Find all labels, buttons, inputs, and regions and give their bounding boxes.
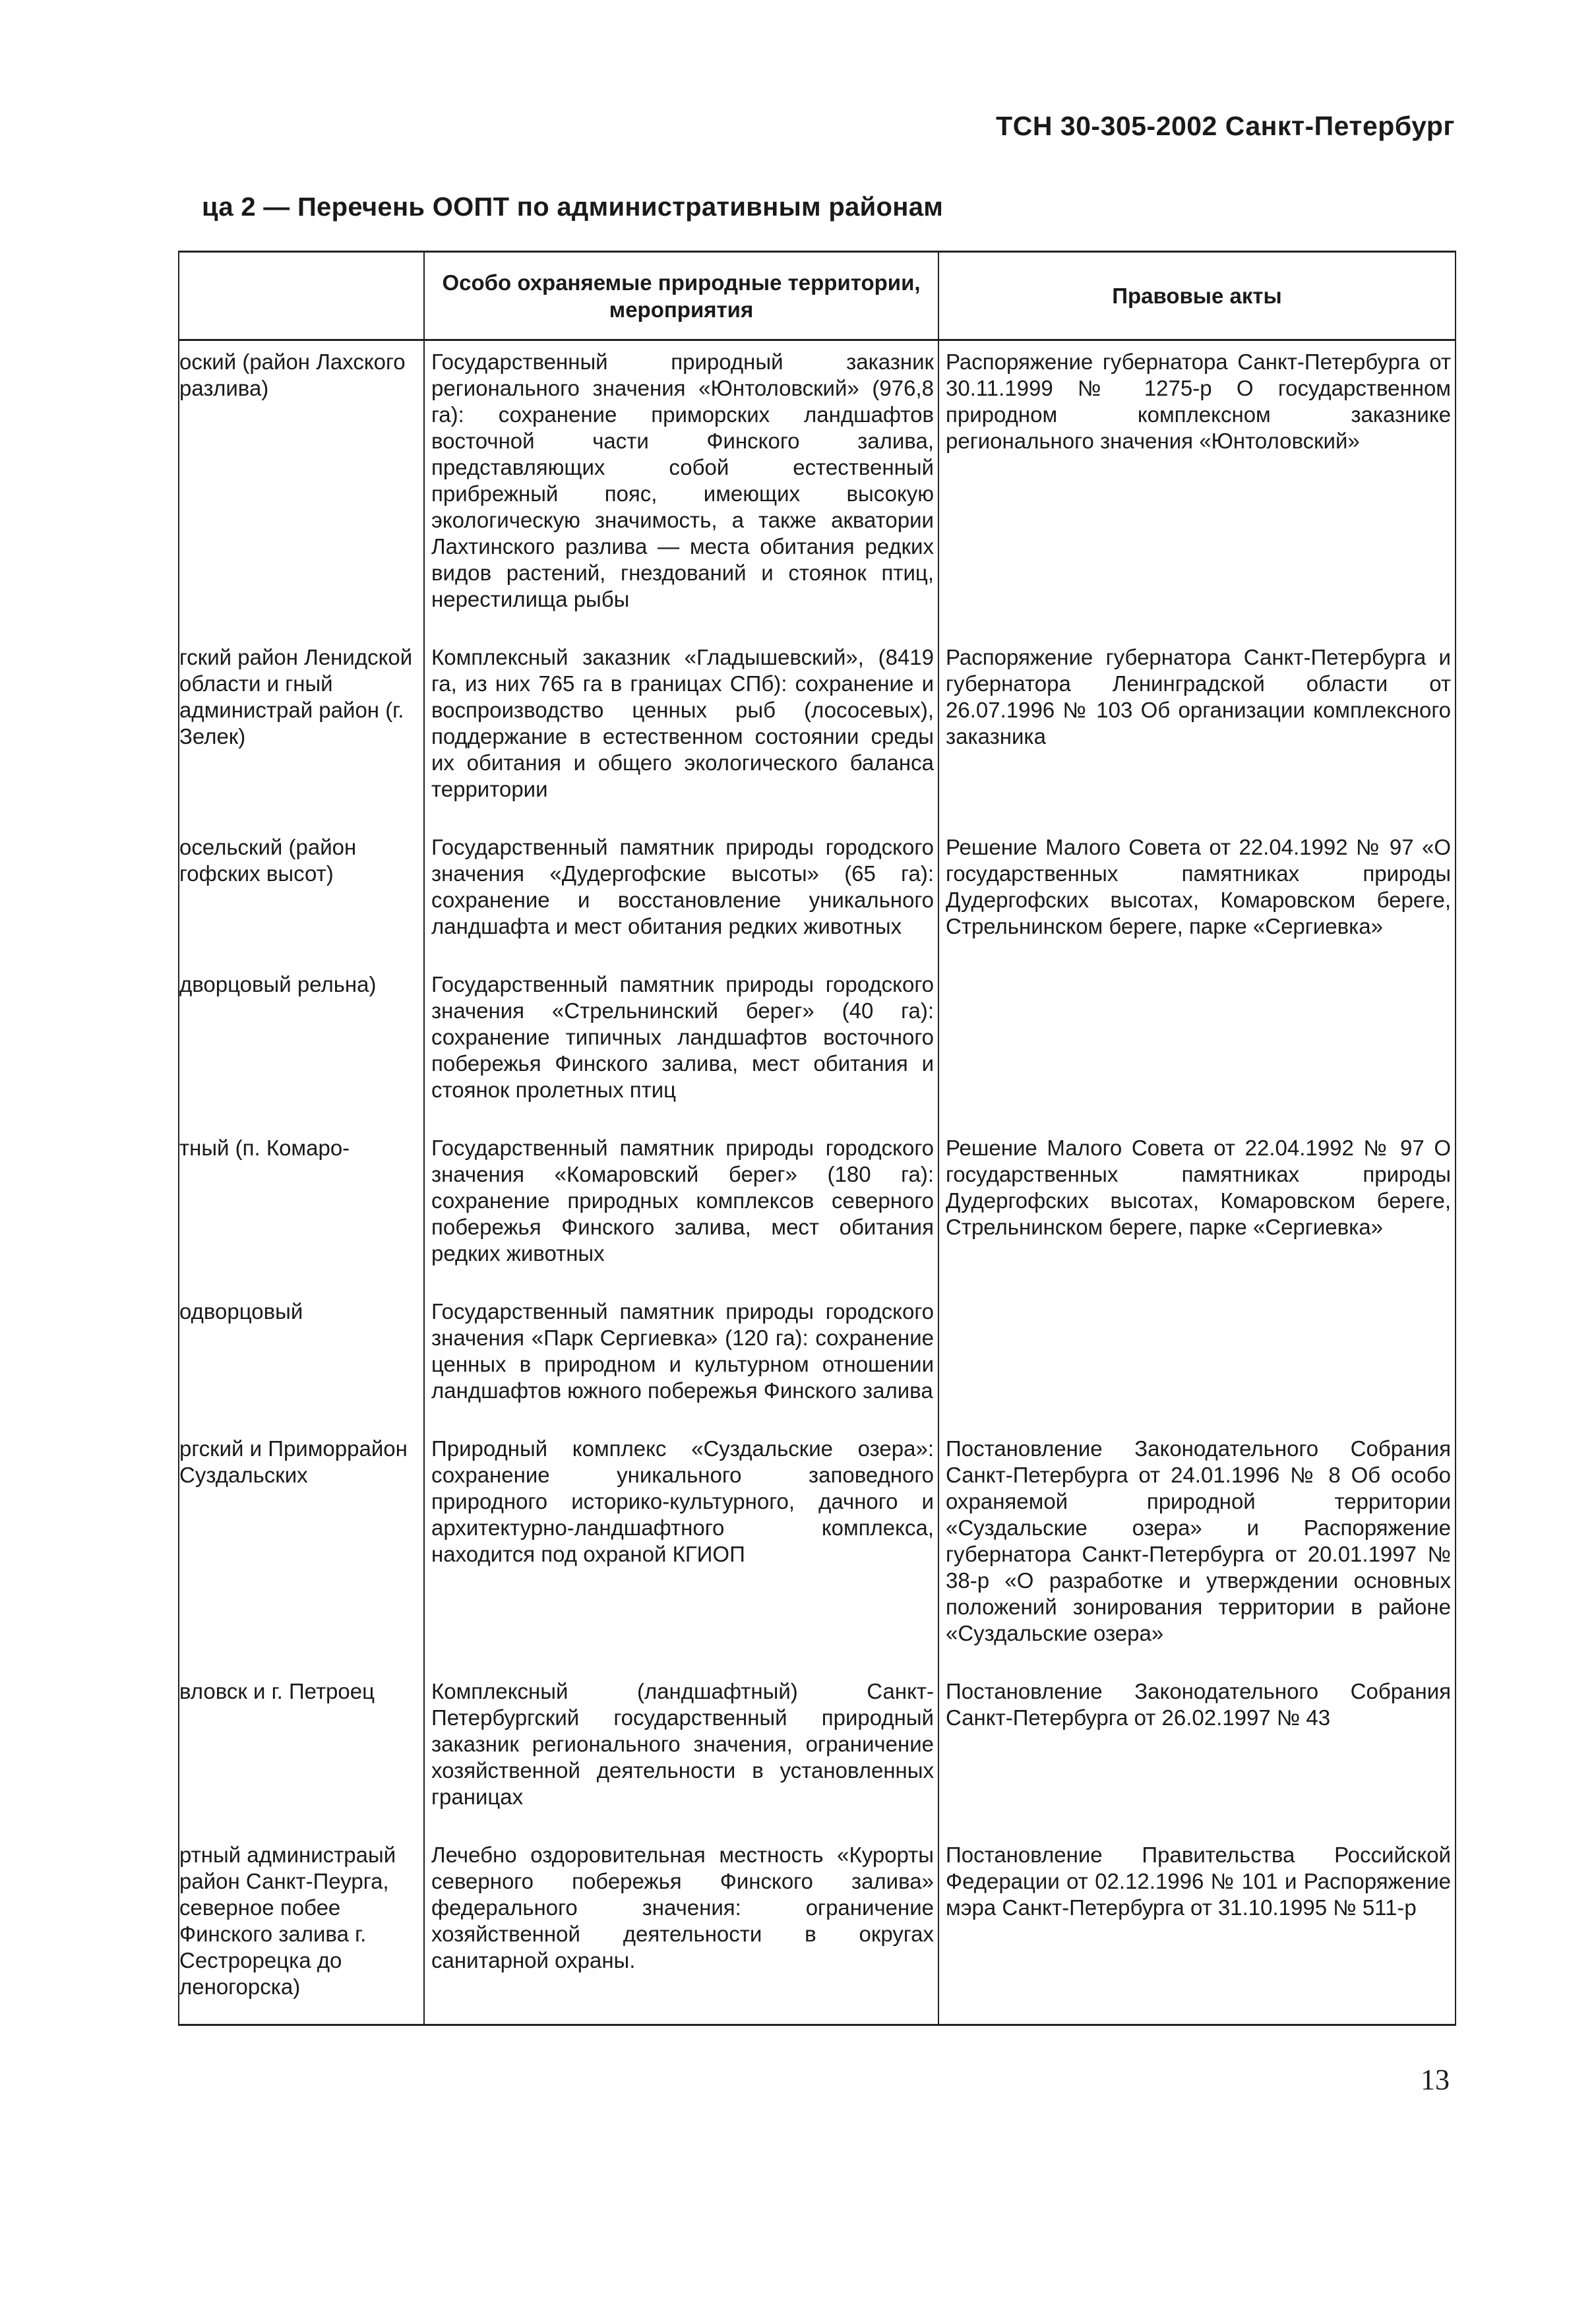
legal-act-cell: Решение Малого Совета от 22.04.1992 № 97 «О государственных памятниках природы Дудергофских высотах, Комаровском береге, Стрельнинском береге, парке «Сергиевка» — [938, 826, 1456, 963]
legal-act-cell: Постановление Правительства Российской Федерации от 02.12.1996 № 101 и Распоряжение мэра Санкт-Петербурга от 31.10.1995 № 511-р — [938, 1834, 1456, 2025]
legal-act-cell: Распоряжение губернатора Санкт-Петербурга от 30.11.1999 № 1275-р О государственном природном комплексном заказнике регионального значения «Юнтоловский» — [938, 340, 1456, 637]
district-cell: осельский (район гофских высот) — [179, 826, 424, 963]
district-cell: тный (п. Комаро- — [179, 1127, 424, 1291]
district-cell: ргский и Приморрайон Суздальских — [179, 1428, 424, 1670]
legal-act-cell: Распоряжение губернатора Санкт-Петербурга и губернатора Ленинградской области от 26.07.1996 № 103 Об организации комплексного заказника — [938, 636, 1456, 826]
territory-cell: Комплексный заказник «Гладышевский», (8419 га, из них 765 га в границах СПб): сохранение и воспроизводство ценных рыб (лососевых), поддержание в естественном состоянии среды их обитания и общего экологического баланса территории — [424, 636, 938, 826]
column-header-legal-acts: Правовые акты — [938, 252, 1456, 340]
legal-act-cell — [938, 963, 1456, 1127]
table-row — [179, 1428, 1456, 1670]
document-code-header: ТСН 30-305-2002 Санкт-Петербург — [996, 111, 1455, 141]
district-cell: оский (район Лахского разлива) — [179, 340, 424, 637]
territory-cell: Государственный природный заказник регионального значения «Юнтоловский» (976,8 га): сохранение приморских ландшафтов восточной части Финского залива, представляющих собой естественный прибрежный пояс, имеющих высокую экологическую значимость, а также акватории Лахтинского разлива — места обитания редких видов растений, гнездований и стоянок птиц, нерестилища рыбы — [424, 340, 938, 637]
legal-act-cell: Постановление Законодательного Собрания Санкт-Петербурга от 24.01.1996 № 8 Об особо охраняемой природной территории «Суздальские озера» и Распоряжение губернатора Санкт-Петербурга от 20.01.1997 № 38-р «О разработке и утверждении основных положений зонирования территории в районе «Суздальские озера» — [938, 1428, 1456, 1670]
table-header-row — [179, 252, 1456, 340]
table-row — [179, 1670, 1456, 1834]
table-row — [179, 1834, 1456, 2025]
district-cell: одворцовый — [179, 1291, 424, 1428]
legal-act-cell: Постановление Законодательного Собрания Санкт-Петербурга от 26.02.1997 № 43 — [938, 1670, 1456, 1834]
table-row — [179, 826, 1456, 963]
page-number: 13 — [1421, 2063, 1450, 2096]
legal-act-cell — [938, 1291, 1456, 1428]
oopt-table — [178, 251, 1456, 2026]
district-cell: вловск и г. Петроец — [179, 1670, 424, 1834]
district-cell: ртный администраый район Санкт-Пеурга, северное побее Финского залива г. Сестрорецка до леногорска) — [179, 1834, 424, 2025]
legal-act-cell: Решение Малого Совета от 22.04.1992 № 97 О государственных памятниках природы Дудергофских высотах, Комаровском береге, Стрельнинском береге, парке «Сергиевка» — [938, 1127, 1456, 1291]
territory-cell: Государственный памятник природы городского значения «Парк Сергиевка» (120 га): сохранение ценных в природном и культурном отношении ландшафтов южного побережья Финского залива — [424, 1291, 938, 1428]
table-row — [179, 1127, 1456, 1291]
table-row — [179, 636, 1456, 826]
table-caption: ца 2 — Перечень ООПТ по административным районам — [202, 193, 944, 222]
district-cell: гский район Ленидской области и гный администрай район (г. Зелек) — [179, 636, 424, 826]
column-header-territory: Особо охраняемые природные территории, мероприятия — [424, 252, 938, 340]
territory-cell: Государственный памятник природы городского значения «Стрельнинский берег» (40 га): сохранение типичных ландшафтов восточного побережья Финского залива, мест обитания и стоянок пролетных птиц — [424, 963, 938, 1127]
column-header-district — [179, 252, 424, 340]
territory-cell: Комплексный (ландшафтный) Санкт-Петербургский государственный природный заказник регионального значения, ограничение хозяйственной деятельности в установленных границах — [424, 1670, 938, 1834]
table-row — [179, 963, 1456, 1127]
district-cell: дворцовый рельна) — [179, 963, 424, 1127]
territory-cell: Лечебно оздоровительная местность «Курорты северного побережья Финского залива» федерального значения: ограничение хозяйственной деятельности в округах санитарной охраны. — [424, 1834, 938, 2025]
table-row — [179, 1291, 1456, 1428]
territory-cell: Природный комплекс «Суздальские озера»: сохранение уникального заповедного природного историко-культурного, дачного и архитектурно-ландшафтного комплекса, находится под охраной КГИОП — [424, 1428, 938, 1670]
territory-cell: Государственный памятник природы городского значения «Комаровский берег» (180 га): сохранение природных комплексов северного побережья Финского залива, мест обитания редких животных — [424, 1127, 938, 1291]
table-row — [179, 340, 1456, 637]
territory-cell: Государственный памятник природы городского значения «Дудергофские высоты» (65 га): сохранение и восстановление уникального ландшафта и мест обитания редких животных — [424, 826, 938, 963]
